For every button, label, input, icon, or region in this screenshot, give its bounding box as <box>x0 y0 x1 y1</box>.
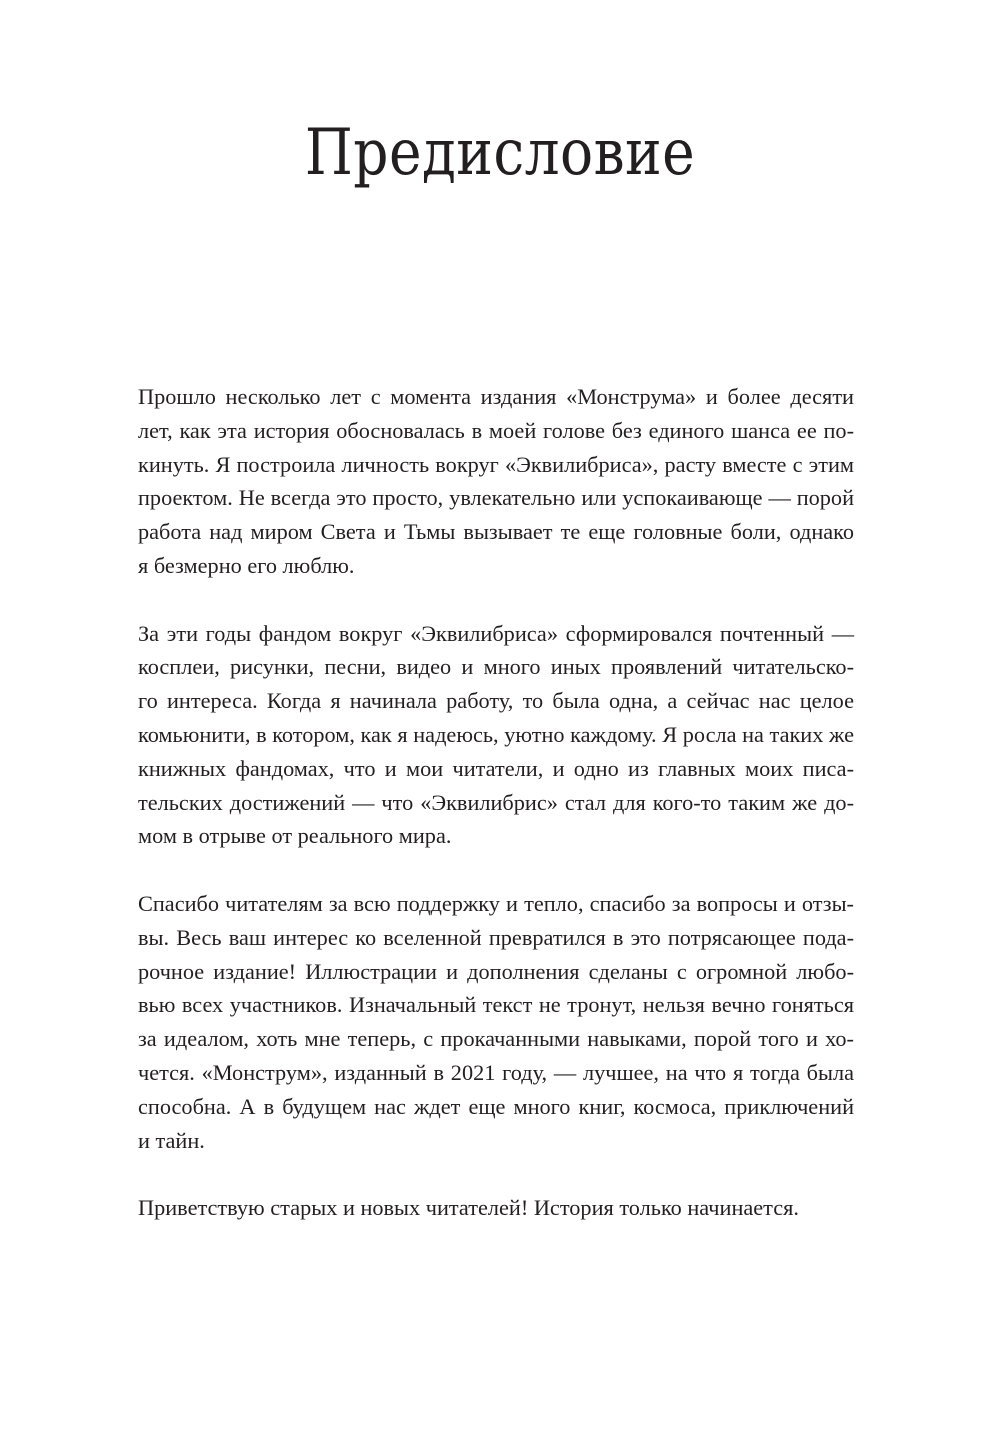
text-line: я безмерно его люблю. <box>138 552 355 578</box>
text-line: тельских достижений — что «Эквилибрис» стал для кого-то таким же до- <box>138 789 854 815</box>
paragraph <box>138 617 854 854</box>
text-line: За эти годы фандом вокруг «Эквилибриса» сформировался почтенный — <box>138 620 854 646</box>
text-line: вы. Весь ваш интерес ко вселенной превратился в это потрясающее пода- <box>138 924 854 950</box>
text-line: и тайн. <box>138 1127 205 1153</box>
text-line: способна. А в будущем нас ждет еще много книг, космоса, приключений <box>138 1093 854 1119</box>
text-line: Спасибо читателям за всю поддержку и тепло, спасибо за вопросы и отзы- <box>138 890 854 916</box>
text-line: кинуть. Я построила личность вокруг «Эквилибриса», расту вместе с этим <box>138 451 854 477</box>
text-line: за идеалом, хоть мне теперь, с прокачанными навыками, порой того и хо- <box>138 1026 854 1052</box>
text-line: проектом. Не всегда это просто, увлекательно или успокаивающе — порой <box>138 485 854 511</box>
page-title: Предисловие <box>304 116 696 190</box>
text-line: вью всех участников. Изначальный текст не тронут, нельзя вечно гоняться <box>138 992 854 1018</box>
text-line: Прошло несколько лет с момента издания «Монструма» и более десяти <box>138 384 854 409</box>
preface-body <box>138 380 854 1259</box>
text-line: мом в отрыве от реального мира. <box>138 823 452 849</box>
text-line: Приветствую старых и новых читателей! История только начинается. <box>138 1195 799 1221</box>
text-line: косплеи, рисунки, песни, видео и много иных проявлений читательско- <box>138 654 854 680</box>
text-line: го интереса. Когда я начинала работу, то была одна, а сейчас нас целое <box>138 688 854 714</box>
text-line: книжных фандомах, что и мои читатели, и одно из главных моих писа- <box>138 755 854 781</box>
text-line: чется. «Монструм», изданный в 2021 году, — лучшее, на что я тогда была <box>138 1059 854 1085</box>
paragraph <box>138 1191 854 1225</box>
text-line: комьюнити, в котором, как я надеюсь, уютно каждому. Я росла на таких же <box>138 721 854 747</box>
text-line: рочное издание! Иллюстрации и дополнения сделаны с огромной любо- <box>138 958 854 984</box>
paragraph <box>138 887 854 1157</box>
text-line: лет, как эта история обосновалась в моей голове без единого шанса ее по- <box>138 417 854 443</box>
text-line: работа над миром Света и Тьмы вызывает те еще головные боли, однако <box>138 519 854 545</box>
paragraph <box>138 380 854 583</box>
